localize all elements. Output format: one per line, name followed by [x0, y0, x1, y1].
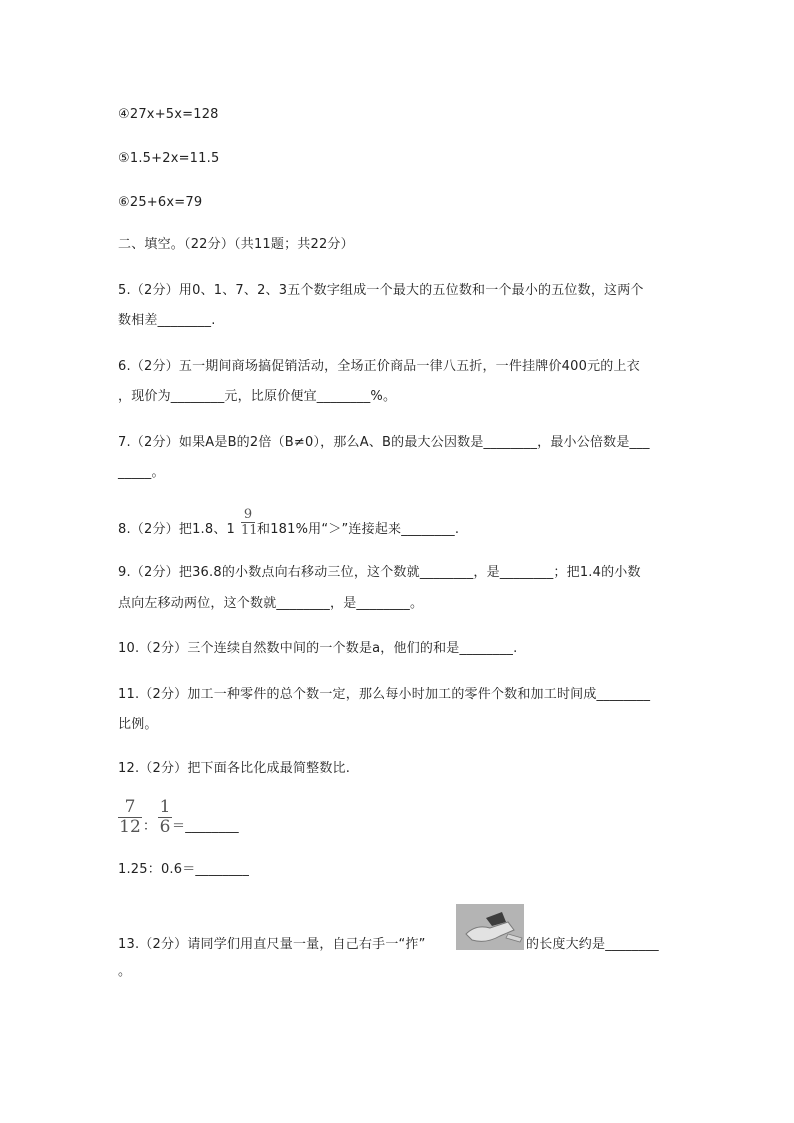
fraction-denominator: 12 — [119, 817, 141, 837]
question-6-line-2: ，现价为________元，比原价便宜________%。 — [118, 389, 397, 404]
fraction-denominator: 11 — [241, 523, 258, 538]
question-6-line-1: 6.（2分）五一期间商场搞促销活动，全场正价商品一律八五折，一件挂牌价400元的上衣 — [118, 359, 640, 374]
question-11-line-2: 比例。 — [118, 717, 158, 732]
question-7-line-1: 7.（2分）如果A是B的2倍（B≠0），那么A、B的最大公因数是________，最小公倍数是___ — [118, 435, 650, 450]
fraction-denominator: 6 — [159, 817, 171, 837]
fraction-9-11 — [241, 507, 258, 538]
hand-span-icon — [456, 904, 524, 950]
ratio-separator: ： — [143, 819, 157, 834]
question-5-line-2: 数相差________. — [118, 313, 216, 328]
fraction-numerator: 1 — [159, 797, 171, 817]
question-13-end: 。 — [118, 964, 132, 979]
fraction-numerator: 7 — [124, 797, 136, 817]
hand-span-image — [456, 904, 524, 950]
question-13-prefix: 13.（2分）请同学们用直尺量一量，自己右手一“拃” — [118, 937, 426, 952]
fraction-1-6 — [158, 799, 172, 836]
question-8-suffix: 和181%用“＞”连接起来________. — [257, 522, 460, 537]
question-13-suffix: 的长度大约是________ — [526, 937, 659, 952]
question-8-prefix: 8.（2分）把1.8、1 — [118, 522, 236, 537]
equation-6: ⑥25+6x=79 — [118, 195, 203, 210]
question-11-line-1: 11.（2分）加工一种零件的总个数一定，那么每小时加工的零件个数和加工时间成________ — [118, 687, 651, 702]
ratio-1-answer-blank: ＝________ — [172, 819, 239, 834]
equation-4: ④27x+5x=128 — [118, 107, 219, 122]
question-12: 12.（2分）把下面各比化成最简整数比. — [118, 761, 351, 776]
section-heading-fill-in: 二、填空。（22分）（共11题；共22分） — [118, 237, 354, 252]
question-9-line-2: 点向左移动两位，这个数就________，是________。 — [118, 596, 424, 611]
fraction-numerator: 9 — [243, 507, 253, 522]
ratio-2: 1.25：0.6＝________ — [118, 862, 250, 877]
question-5-line-1: 5.（2分）用0、1、7、2、3五个数字组成一个最大的五位数和一个最小的五位数，这两个 — [118, 283, 644, 298]
fraction-7-12 — [118, 799, 142, 836]
question-7-line-2: _____。 — [118, 465, 165, 480]
equation-5: ⑤1.5+2x=11.5 — [118, 151, 220, 166]
question-10: 10.（2分）三个连续自然数中间的一个数是a，他们的和是________. — [118, 641, 518, 656]
question-9-line-1: 9.（2分）把36.8的小数点向右移动三位，这个数就________，是________；把1.4的小数 — [118, 565, 641, 580]
